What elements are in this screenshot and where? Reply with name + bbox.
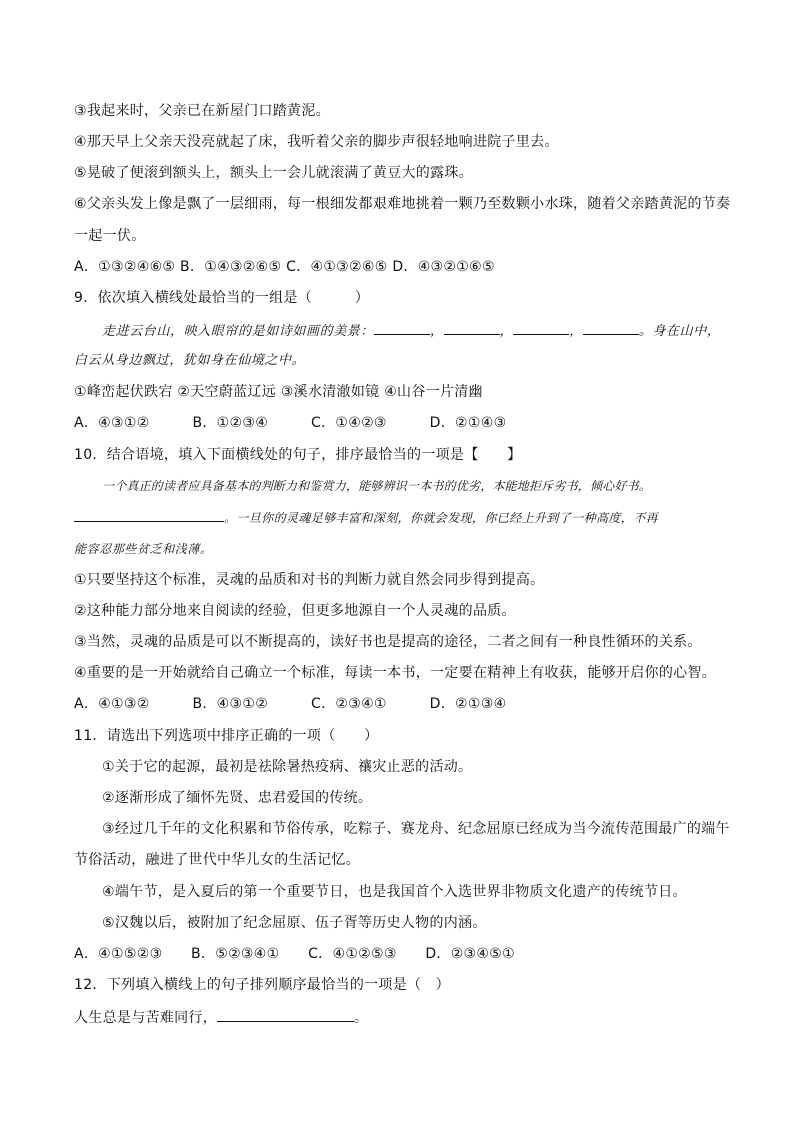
q12-stem: 12．下列填入横线上的句子排列顺序最恰当的一项是（ ） <box>74 977 450 993</box>
q8-sentence-3: ③我起来时，父亲已在新屋门口踏黄泥。 <box>74 103 330 119</box>
q9-items: ①峰峦起伏跌宕 ②天空蔚蓝辽远 ③溪水清澈如镜 ④山谷一片清幽 <box>74 384 483 400</box>
q9-passage-line-1 <box>102 320 720 342</box>
q9-passage-line-2: 白云从身边飘过，犹如身在仙境之中。 <box>74 353 306 368</box>
q8-sentence-6: ⑥父亲头发上像是飘了一层细雨，每一根细发都艰难地挑着一颗乃至数颗小水珠，随着父亲踏黄泥的节奏 <box>74 196 731 212</box>
q11-sentence-4: ④端午节，是入夏后的第一个重要节日，也是我国首个入选世界非物质文化遗产的传统节日。 <box>102 884 687 900</box>
q9-passage-text: 走进云台山，映入眼帘的是如诗如画的美景： <box>102 324 375 339</box>
q9-options: A．④③①② B．①②③④ C．①④②③ D．②①④③ <box>74 415 507 431</box>
q12-passage <box>74 1007 368 1028</box>
q8-sentence-5: ⑤晃破了便滚到额头上，额头上一会儿就滚满了黄豆大的露珠。 <box>74 165 473 181</box>
q9-stem: 9．依次填入横线处最恰当的一组是（ ） <box>74 290 370 306</box>
q8-sentence-4: ④那天早上父亲天没亮就起了床，我听着父亲的脚步声很轻地响进院子里去。 <box>74 134 559 150</box>
q9-passage-end: 。身在山中， <box>638 324 721 339</box>
q11-sentence-5: ⑤汉魏以后，被附加了纪念屈原、伍子胥等历史人物的内涵。 <box>102 915 487 931</box>
q10-blank[interactable] <box>74 507 224 522</box>
q10-passage-line-1: 一个真正的读者应具备基本的判断力和鉴赏力，能够辨识一本书的优劣，本能地拒斥劣书，倾心好书。 <box>102 479 652 493</box>
q10-passage-line-2 <box>74 507 658 528</box>
q9-blank-3[interactable] <box>513 320 569 335</box>
q11-sentence-3: ③经过几千年的文化积累和节俗传承，吃粽子、赛龙舟、纪念屈原已经成为当今流传范围最广的端午 <box>102 821 730 837</box>
q11-sentence-2: ②逐渐形成了缅怀先贤、忠君爱国的传统。 <box>102 790 373 806</box>
q9-sep-2: ， <box>499 324 514 339</box>
q9-blank-2[interactable] <box>444 320 500 335</box>
q12-blank[interactable] <box>217 1007 354 1022</box>
q10-passage-line-3: 能容忍那些贫乏和浅薄。 <box>74 542 213 556</box>
q9-sep-1: ， <box>430 324 444 339</box>
q11-stem: 11．请选出下列选项中排序正确的一项（ ） <box>74 728 379 744</box>
q10-options: A．④①③② B．④③①② C．②③④① D．②①③④ <box>74 696 507 712</box>
q9-blank-1[interactable] <box>374 320 430 335</box>
q10-passage-text: 。一旦你的灵魂足够丰富和深刻，你就会发现，你已经上升到了一种高度，不再 <box>224 511 659 525</box>
q10-sentence-4: ④重要的是一开始就给自己确立一个标准，每读一本书，一定要在精神上有收获，能够开启你的心智。 <box>74 665 717 681</box>
q11-options: A．④①⑤②③ B．⑤②③④① C．④①②⑤③ D．②③④⑤① <box>74 946 515 962</box>
q8-options: A．①③②④⑥⑤ B．①④③②⑥⑤ C．④①③②⑥⑤ D．④③②①⑥⑤ <box>74 259 495 275</box>
q9-sep-3: ， <box>569 324 583 339</box>
q10-sentence-1: ①只要坚持这个标准，灵魂的品质和对书的判断力就自然会同步得到提高。 <box>74 572 545 588</box>
q8-sentence-6-cont: 一起一伏。 <box>74 228 146 244</box>
q12-passage-end: 。 <box>354 1010 369 1026</box>
q9-blank-4[interactable] <box>583 320 639 335</box>
q12-passage-text: 人生总是与苦难同行， <box>74 1010 217 1026</box>
q11-sentence-3-cont: 节俗活动，融进了世代中华儿女的生活记忆。 <box>74 852 360 868</box>
q10-sentence-2: ②这种能力部分地来自阅读的经验，但更多地源自一个人灵魂的品质。 <box>74 603 516 619</box>
q10-sentence-3: ③当然，灵魂的品质是可以不断提高的，读好书也是提高的途径，二者之间有一种良性循环的关系。 <box>74 634 702 650</box>
q11-sentence-1: ①关于它的起源，最初是祛除暑热疫病、禳灾止恶的活动。 <box>102 759 473 775</box>
q10-stem: 10．结合语境，填入下面横线处的句子，排序最恰当的一项是【 】 <box>74 447 522 463</box>
